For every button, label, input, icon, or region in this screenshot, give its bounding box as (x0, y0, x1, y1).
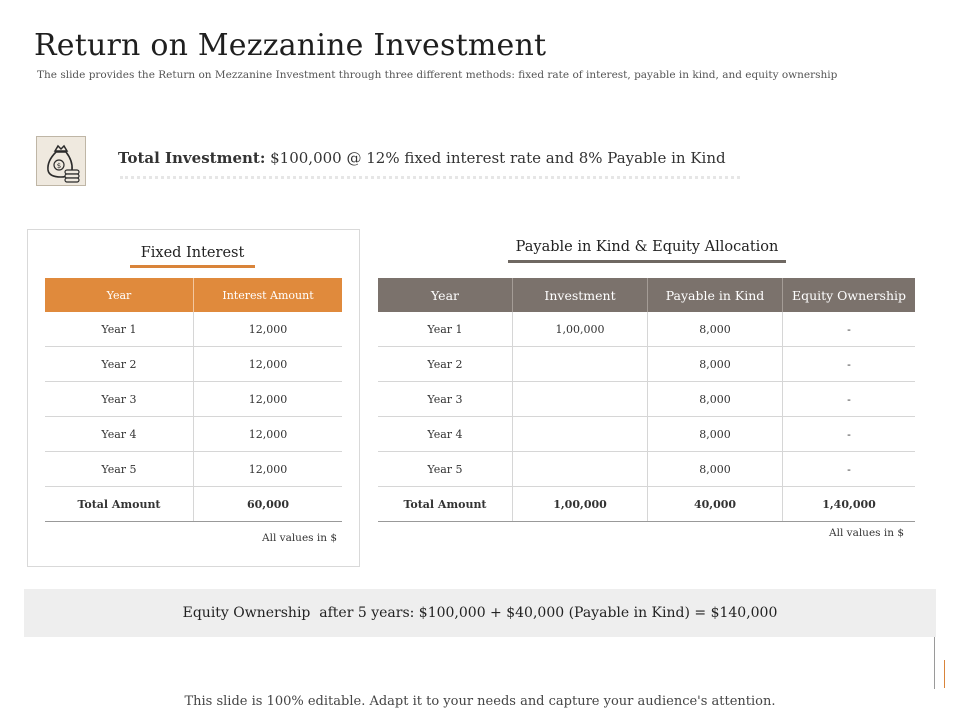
column-header: Year (45, 278, 194, 312)
table-cell: Year 4 (45, 417, 194, 452)
total-value: 1,00,000 (513, 487, 648, 522)
table-total-row (45, 487, 342, 522)
table-row (45, 312, 342, 347)
total-investment-label: Total Investment: (118, 149, 266, 167)
column-header: Investment (513, 278, 648, 312)
total-label: Total Amount (378, 487, 513, 522)
table-cell: - (783, 452, 916, 487)
table-cell: 8,000 (648, 312, 783, 347)
table-cell: Year 2 (45, 347, 194, 382)
table-cell (513, 452, 648, 487)
table-cell: 8,000 (648, 452, 783, 487)
table-cell: 12,000 (194, 417, 343, 452)
page-title: Return on Mezzanine Investment (34, 28, 547, 63)
fixed-interest-table (45, 278, 342, 522)
table-cell: 1,00,000 (513, 312, 648, 347)
table-cell: Year 2 (378, 347, 513, 382)
fixed-interest-underline (130, 265, 255, 268)
decorative-line (934, 637, 935, 689)
table-cell: - (783, 382, 916, 417)
table-total-row (378, 487, 915, 522)
table-cell: Year 3 (45, 382, 194, 417)
column-header: Year (378, 278, 513, 312)
table-cell (513, 417, 648, 452)
pik-note: All values in $ (829, 527, 905, 539)
table-row (378, 312, 915, 347)
footer-text: This slide is 100% editable. Adapt it to your needs and capture your audience's attention. (184, 694, 776, 709)
money-bag-coins-icon (36, 136, 86, 186)
table-cell: Year 5 (45, 452, 194, 487)
table-header-row (378, 278, 915, 312)
table-row (378, 417, 915, 452)
equity-summary-text: Equity Ownership after 5 years: $100,000 + $40,000 (Payable in Kind) = $140,000 (182, 605, 778, 621)
dotted-divider (120, 176, 740, 179)
table-cell: 8,000 (648, 382, 783, 417)
table-cell: 12,000 (194, 452, 343, 487)
table-row (45, 452, 342, 487)
table-cell: 12,000 (194, 382, 343, 417)
equity-summary-band (24, 589, 936, 637)
pik-equity-table (378, 278, 915, 522)
table-cell: Year 1 (378, 312, 513, 347)
table-cell (513, 347, 648, 382)
total-investment-value: $100,000 @ 12% fixed interest rate and 8% Payable in Kind (265, 149, 726, 167)
table-row (378, 347, 915, 382)
pik-title: Payable in Kind & Equity Allocation (515, 239, 779, 255)
column-header: Interest Amount (194, 278, 343, 312)
total-value: 60,000 (194, 487, 343, 522)
table-cell: - (783, 347, 916, 382)
total-investment-line (118, 149, 726, 167)
table-header-row (45, 278, 342, 312)
fixed-interest-title: Fixed Interest (140, 245, 245, 261)
total-label: Total Amount (45, 487, 194, 522)
table-cell: Year 4 (378, 417, 513, 452)
table-cell: - (783, 417, 916, 452)
table-row (378, 382, 915, 417)
total-value: 1,40,000 (783, 487, 916, 522)
fixed-interest-note: All values in $ (262, 532, 338, 544)
table-cell: Year 3 (378, 382, 513, 417)
table-row (45, 417, 342, 452)
table-cell: 12,000 (194, 312, 343, 347)
table-cell (513, 382, 648, 417)
column-header: Payable in Kind (648, 278, 783, 312)
svg-text:$: $ (56, 162, 62, 170)
table-cell: 12,000 (194, 347, 343, 382)
table-cell: - (783, 312, 916, 347)
page-subtitle: The slide provides the Return on Mezzanine Investment through three different methods: fixed rate of interest, payable in kind, and equity ownership (37, 69, 838, 81)
pik-underline (508, 260, 786, 263)
decorative-line-accent (944, 660, 945, 688)
table-cell: Year 5 (378, 452, 513, 487)
table-row (378, 452, 915, 487)
table-cell: 8,000 (648, 347, 783, 382)
total-value: 40,000 (648, 487, 783, 522)
table-cell: Year 1 (45, 312, 194, 347)
table-row (45, 382, 342, 417)
table-row (45, 347, 342, 382)
table-cell: 8,000 (648, 417, 783, 452)
column-header: Equity Ownership (783, 278, 916, 312)
